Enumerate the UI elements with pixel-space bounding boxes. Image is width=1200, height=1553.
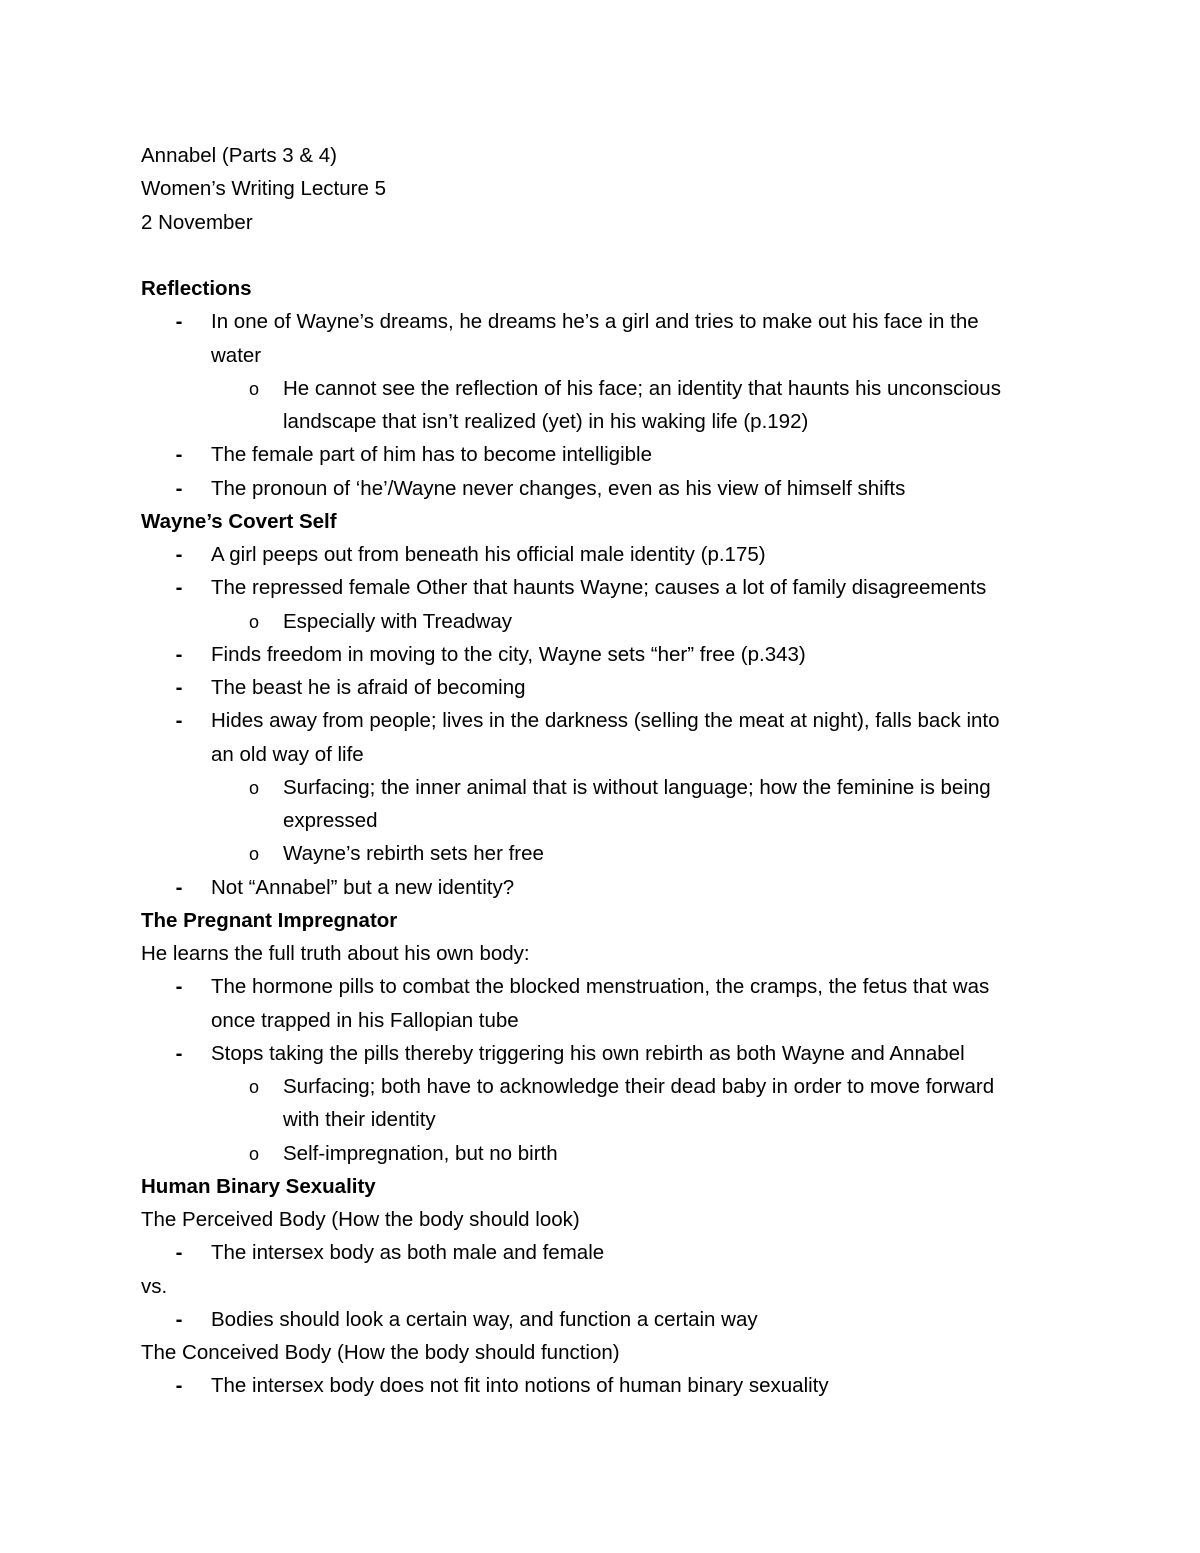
line-text: The hormone pills to combat the blocked menstruation, the cramps, the fetus that was: [211, 975, 990, 998]
bullet-continuation: [0, 1004, 1200, 1038]
line-text: Hides away from people; lives in the darkness (selling the meat at night), falls back into: [211, 709, 1000, 732]
text-line: [0, 937, 1200, 971]
bullet-continuation: [0, 738, 1200, 772]
line-text: Finds freedom in moving to the city, Wayne sets “her” free (p.343): [211, 643, 806, 666]
line-text: water: [211, 344, 262, 367]
bullet-item: [0, 472, 1200, 506]
line-text: The Conceived Body (How the body should function): [141, 1341, 620, 1364]
dash-bullet-icon: -: [175, 709, 183, 732]
line-text: The intersex body as both male and female: [211, 1241, 605, 1264]
bullet-item: [0, 704, 1200, 738]
dash-bullet-icon: -: [175, 676, 183, 699]
section-heading: [0, 904, 1200, 938]
line-text: with their identity: [283, 1108, 436, 1131]
dash-bullet-icon: -: [175, 443, 183, 466]
circle-bullet-icon: o: [248, 1077, 259, 1097]
dash-bullet-icon: -: [175, 643, 183, 666]
sub-bullet-item: [0, 605, 1200, 639]
line-text: expressed: [283, 809, 378, 832]
bullet-item: [0, 305, 1200, 339]
line-text: Human Binary Sexuality: [141, 1175, 376, 1198]
sub-bullet-item: [0, 771, 1200, 805]
bullet-continuation: [0, 1103, 1200, 1137]
line-text: The beast he is afraid of becoming: [211, 676, 526, 699]
line-text: Bodies should look a certain way, and function a certain way: [211, 1308, 758, 1331]
circle-bullet-icon: o: [248, 778, 259, 798]
line-text: vs.: [141, 1275, 168, 1298]
circle-bullet-icon: o: [248, 1144, 259, 1164]
dash-bullet-icon: -: [175, 477, 183, 500]
bullet-item: [0, 638, 1200, 672]
bullet-item: [0, 1369, 1200, 1403]
line-text: Surfacing; the inner animal that is without language; how the feminine is being: [283, 776, 991, 799]
text-line: [0, 172, 1200, 206]
line-text: Self-impregnation, but no birth: [283, 1142, 558, 1165]
bullet-item: [0, 970, 1200, 1004]
line-text: The female part of him has to become intelligible: [211, 443, 652, 466]
text-line: [0, 1336, 1200, 1370]
line-text: Annabel (Parts 3 & 4): [141, 144, 337, 167]
bullet-item: [0, 571, 1200, 605]
line-text: The repressed female Other that haunts Wayne; causes a lot of family disagreements: [211, 576, 987, 599]
bullet-continuation: [0, 339, 1200, 373]
bullet-item: [0, 1037, 1200, 1071]
sub-bullet-item: [0, 1137, 1200, 1171]
text-line: [0, 206, 1200, 240]
line-text: A girl peeps out from beneath his official male identity (p.175): [211, 543, 766, 566]
line-text: an old way of life: [211, 743, 364, 766]
section-heading: [0, 505, 1200, 539]
bullet-item: [0, 871, 1200, 905]
bullet-item: [0, 538, 1200, 572]
sub-bullet-item: [0, 372, 1200, 406]
line-text: Women’s Writing Lecture 5: [141, 177, 386, 200]
line-text: Wayne’s Covert Self: [141, 510, 337, 533]
line-text: The pronoun of ‘he’/Wayne never changes, even as his view of himself shifts: [211, 477, 906, 500]
line-text: once trapped in his Fallopian tube: [211, 1009, 519, 1032]
bullet-item: [0, 1236, 1200, 1270]
bullet-continuation: [0, 804, 1200, 838]
section-heading: [0, 272, 1200, 306]
line-text: He learns the full truth about his own body:: [141, 942, 530, 965]
dash-bullet-icon: -: [175, 876, 183, 899]
line-text: landscape that isn’t realized (yet) in his waking life (p.192): [283, 410, 809, 433]
text-line: [0, 1270, 1200, 1304]
sub-bullet-item: [0, 837, 1200, 871]
line-text: Not “Annabel” but a new identity?: [211, 876, 515, 899]
dash-bullet-icon: -: [175, 1374, 183, 1397]
dash-bullet-icon: -: [175, 576, 183, 599]
text-line: [0, 1203, 1200, 1237]
bullet-item: [0, 1303, 1200, 1337]
line-text: Wayne’s rebirth sets her free: [283, 842, 544, 865]
dash-bullet-icon: -: [175, 310, 183, 333]
circle-bullet-icon: o: [248, 844, 259, 864]
dash-bullet-icon: -: [175, 975, 183, 998]
bullet-item: [0, 438, 1200, 472]
line-text: The Pregnant Impregnator: [141, 909, 398, 932]
line-text: The Perceived Body (How the body should look): [141, 1208, 580, 1231]
dash-bullet-icon: -: [175, 543, 183, 566]
section-heading: [0, 1170, 1200, 1204]
circle-bullet-icon: o: [248, 379, 259, 399]
text-line: [0, 139, 1200, 173]
dash-bullet-icon: -: [175, 1308, 183, 1331]
line-text: Surfacing; both have to acknowledge their dead baby in order to move forward: [283, 1075, 995, 1098]
line-text: 2 November: [141, 211, 253, 234]
line-text: Especially with Treadway: [283, 610, 513, 633]
dash-bullet-icon: -: [175, 1042, 183, 1065]
circle-bullet-icon: o: [248, 612, 259, 632]
line-text: The intersex body does not fit into notions of human binary sexuality: [211, 1374, 829, 1397]
sub-bullet-item: [0, 1070, 1200, 1104]
bullet-item: [0, 671, 1200, 705]
line-text: In one of Wayne’s dreams, he dreams he’s a girl and tries to make out his face in the: [211, 310, 979, 333]
line-text: He cannot see the reflection of his face; an identity that haunts his unconscious: [283, 377, 1001, 400]
dash-bullet-icon: -: [175, 1241, 183, 1264]
line-text: Stops taking the pills thereby triggering his own rebirth as both Wayne and Annabel: [211, 1042, 965, 1065]
line-text: Reflections: [141, 277, 252, 300]
bullet-continuation: [0, 405, 1200, 439]
